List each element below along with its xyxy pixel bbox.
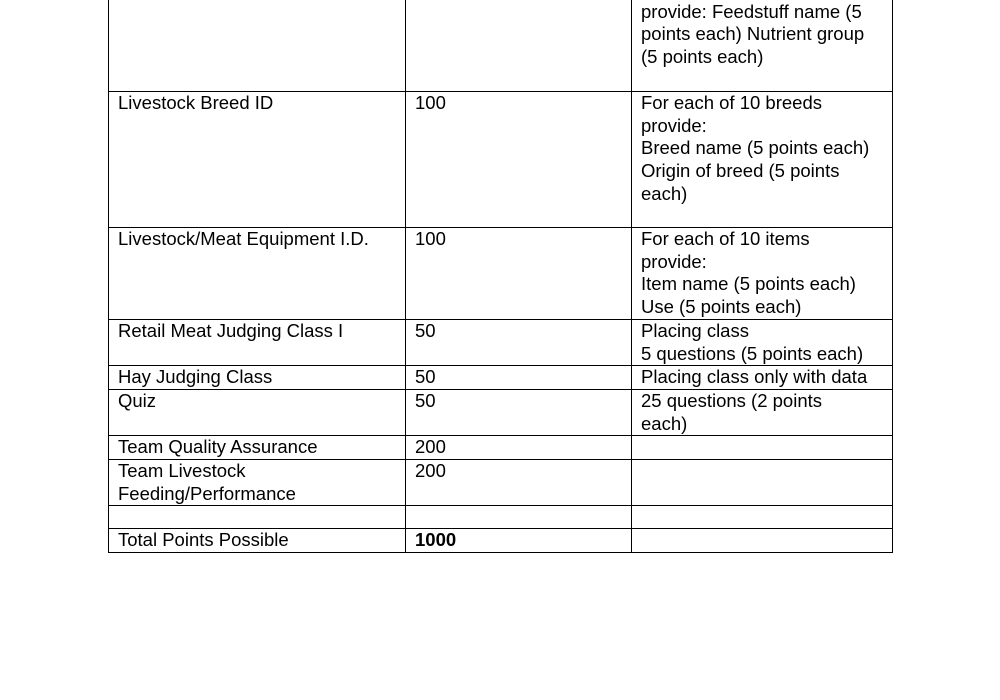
- event-cell: [109, 0, 406, 92]
- description-line: Use (5 points each): [641, 296, 802, 318]
- description-cell: [632, 92, 893, 228]
- description-cell: [632, 0, 893, 92]
- points-cell: 50: [406, 319, 632, 365]
- description-line: provide: Feedstuff name (5: [641, 0, 862, 22]
- event-cell: Quiz: [109, 389, 406, 435]
- scoring-table: [108, 0, 893, 553]
- event-cell: Team Quality Assurance: [109, 436, 406, 460]
- points-cell: 100: [406, 228, 632, 320]
- points-cell: 200: [406, 436, 632, 460]
- description-cell: [632, 506, 893, 529]
- description-cell: [632, 460, 893, 506]
- event-cell: Retail Meat Judging Class I: [109, 319, 406, 365]
- event-cell: Hay Judging Class: [109, 366, 406, 390]
- points-cell: 1000: [406, 529, 632, 553]
- description-line: Item name (5 points each): [641, 273, 856, 295]
- description-line: (5 points each): [641, 46, 764, 68]
- event-cell: Team Livestock Feeding/Performance: [109, 460, 406, 506]
- description-line: 25 questions (2 points: [641, 389, 823, 411]
- description-cell: [632, 228, 893, 320]
- table-row: [109, 529, 893, 553]
- points-cell: 200: [406, 460, 632, 506]
- event-cell: Total Points Possible: [109, 529, 406, 553]
- points-cell: 50: [406, 366, 632, 390]
- description-line: Placing class only with data: [641, 366, 868, 388]
- event-cell: [109, 506, 406, 529]
- description-cell: [632, 319, 893, 365]
- points-cell: 100: [406, 92, 632, 228]
- event-cell: Livestock/Meat Equipment I.D.: [109, 228, 406, 320]
- points-cell: 50: [406, 389, 632, 435]
- table-row: [109, 319, 893, 365]
- description-cell: [632, 366, 893, 390]
- description-cell: [632, 436, 893, 460]
- description-line: For each of 10 items: [641, 228, 810, 249]
- table-row: [109, 92, 893, 228]
- description-line: each): [641, 412, 688, 434]
- description-line: provide:: [641, 114, 707, 136]
- table-row: [109, 228, 893, 320]
- description-line: provide:: [641, 250, 707, 272]
- table-row: [109, 506, 893, 529]
- table-row: [109, 460, 893, 506]
- description-line: For each of 10 breeds: [641, 92, 822, 113]
- description-line: Breed name (5 points each): [641, 137, 870, 159]
- description-line: Origin of breed (5 points: [641, 160, 840, 182]
- description-line: each): [641, 182, 688, 204]
- table-row: [109, 0, 893, 92]
- points-cell: [406, 506, 632, 529]
- description-cell: [632, 529, 893, 553]
- table-row: [109, 389, 893, 435]
- points-cell: [406, 0, 632, 92]
- description-cell: [632, 389, 893, 435]
- scoring-table-body: [109, 0, 893, 553]
- description-line: 5 questions (5 points each): [641, 342, 864, 364]
- table-row: [109, 436, 893, 460]
- table-row: [109, 366, 893, 390]
- description-line: points each) Nutrient group: [641, 23, 865, 45]
- description-line: Placing class: [641, 319, 749, 341]
- event-cell: Livestock Breed ID: [109, 92, 406, 228]
